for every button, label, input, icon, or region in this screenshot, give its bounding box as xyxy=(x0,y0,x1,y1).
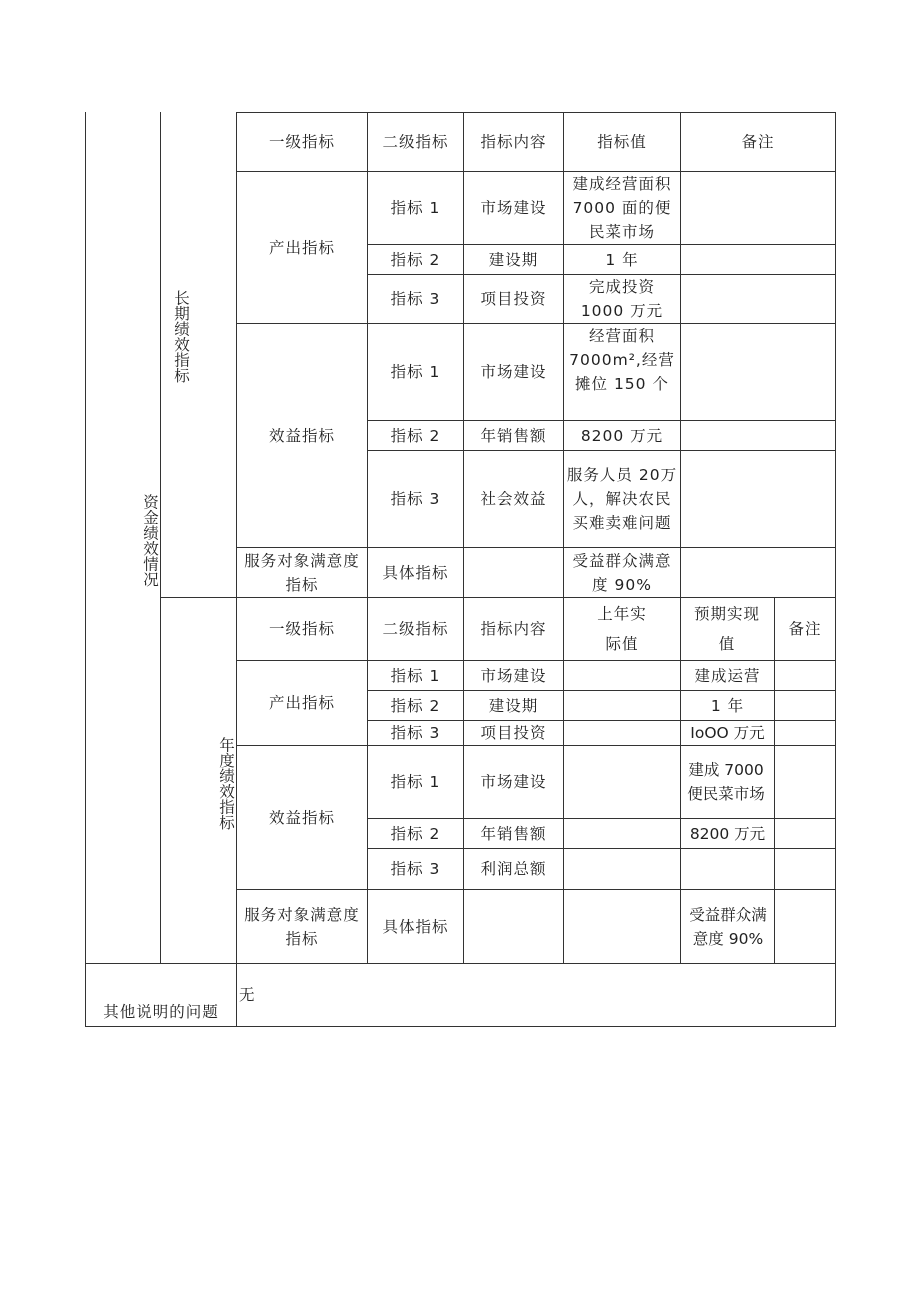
satisfaction-label: 服务对象满意度指标 xyxy=(244,551,360,594)
header-expected: 预期实现值 xyxy=(693,605,760,653)
table-cell: 社会效益 xyxy=(480,490,547,508)
table-cell: 具体指标 xyxy=(382,563,449,582)
benefit-label: 效益指标 xyxy=(268,426,335,445)
table-cell: 经营面积7000m²,经营摊位 150 个 xyxy=(569,327,675,393)
table-cell: 受益群众满意度 90% xyxy=(689,905,767,948)
table-cell: 指标 3 xyxy=(390,290,441,308)
table-cell: 指标 2 xyxy=(390,696,441,715)
long-term-label: 长期绩效指标 xyxy=(172,290,190,383)
header-content: 指标内容 xyxy=(480,620,547,638)
table-cell: 指标 3 xyxy=(390,724,441,742)
table-cell: 指标 1 xyxy=(390,363,441,381)
table-cell: 8200 万元 xyxy=(580,426,664,445)
output-label: 产出指标 xyxy=(268,694,335,712)
header-last-year: 上年实际值 xyxy=(597,605,647,653)
table-cell: 年销售额 xyxy=(480,824,547,843)
header-value: 指标值 xyxy=(597,133,647,151)
table-cell: 指标 3 xyxy=(390,860,441,878)
header-remark: 备注 xyxy=(788,620,822,638)
output-label: 产出指标 xyxy=(268,238,335,257)
table-cell: 建成经营面积7000 面的便民菜市场 xyxy=(572,175,672,241)
header-level2: 二级指标 xyxy=(382,620,449,638)
table-cell: 8200 万元 xyxy=(689,824,766,843)
table-cell: 指标 1 xyxy=(390,666,441,685)
annual-label: 年度绩效指标 xyxy=(217,736,235,830)
table-cell: 项目投资 xyxy=(480,724,547,742)
table-cell: 项目投资 xyxy=(480,290,547,308)
satisfaction-label: 服务对象满意度指标 xyxy=(244,905,360,948)
table-cell: 指标 2 xyxy=(390,824,441,843)
section-label: 资金绩效情况 xyxy=(141,493,159,587)
table-cell: 市场建设 xyxy=(480,773,547,791)
table-cell: 具体指标 xyxy=(382,917,449,936)
table-cell: 服务人员 20万人，解决农民买难卖难问题 xyxy=(566,466,678,532)
table-cell: 建设期 xyxy=(488,696,539,715)
table-cell: 年销售额 xyxy=(480,426,547,445)
table-cell: 市场建设 xyxy=(480,363,547,381)
table-cell: IoOO 万元 xyxy=(690,724,765,742)
header-level1: 一级指标 xyxy=(268,133,335,151)
table-cell: 建设期 xyxy=(488,250,539,269)
header-level2: 二级指标 xyxy=(382,133,449,151)
other-value: 无 xyxy=(239,986,256,1004)
header-remark: 备注 xyxy=(741,133,775,151)
table-cell: 完成投资1000 万元 xyxy=(580,278,664,320)
table-cell: 指标 3 xyxy=(390,490,441,508)
table-cell: 1 年 xyxy=(605,250,639,269)
table-cell: 建成 7000便民菜市场 xyxy=(687,761,765,803)
table-cell: 市场建设 xyxy=(480,666,547,685)
table-cell: 建成运营 xyxy=(694,666,761,685)
table-cell: 受益群众满意度 90% xyxy=(572,551,672,594)
table-cell: 指标 1 xyxy=(390,199,441,217)
table-cell: 指标 2 xyxy=(390,426,441,445)
header-level1: 一级指标 xyxy=(268,620,335,638)
other-label: 其他说明的问题 xyxy=(103,1003,219,1021)
table-cell: 1 年 xyxy=(710,696,745,715)
table-cell: 市场建设 xyxy=(480,199,547,217)
table-cell: 指标 2 xyxy=(390,250,441,269)
table-cell: 指标 1 xyxy=(390,773,441,791)
benefit-label: 效益指标 xyxy=(268,808,335,827)
table-cell: 利润总额 xyxy=(480,860,547,878)
header-content: 指标内容 xyxy=(480,133,547,151)
